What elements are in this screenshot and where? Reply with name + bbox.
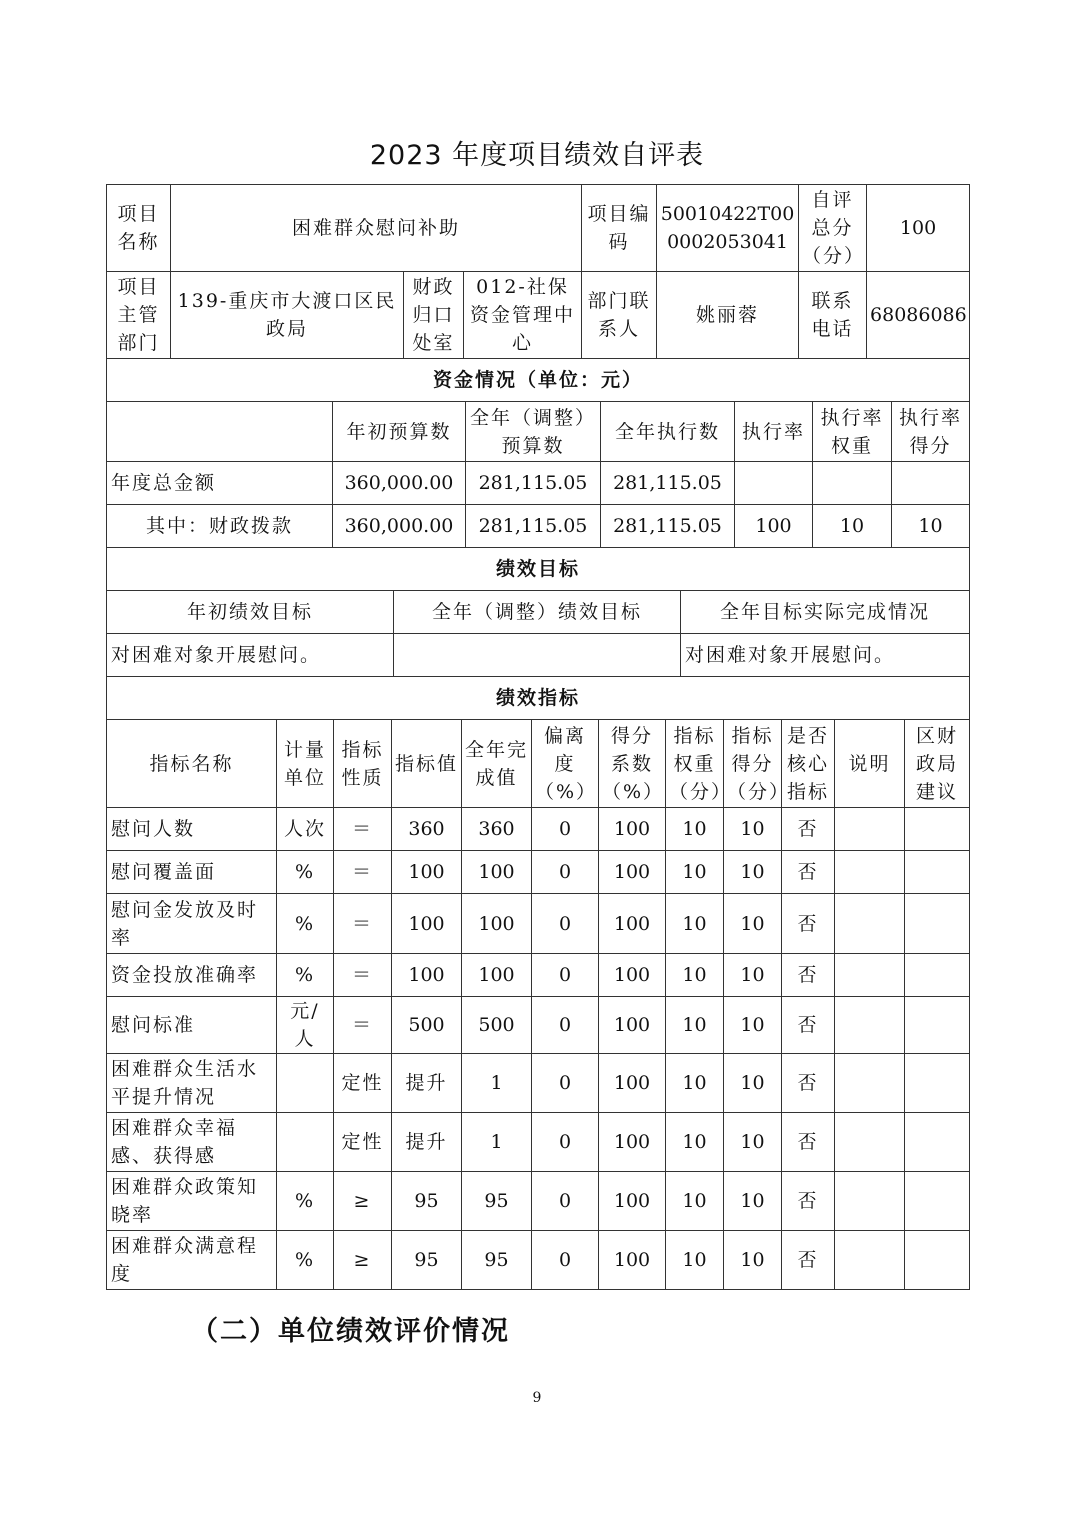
funds-cell: 281,115.05 <box>601 505 735 548</box>
funds-section-title: 资金情况（单位：元） <box>107 359 970 402</box>
ind-header-unit: 计量单位 <box>277 720 334 808</box>
funds-cell: 360,000.00 <box>333 505 466 548</box>
indicator-unit <box>277 1113 334 1172</box>
indicator-actual: 500 <box>462 997 532 1054</box>
funds-cell <box>892 462 970 505</box>
indicators-table <box>106 676 970 1290</box>
indicator-weight: 10 <box>666 1172 724 1231</box>
indicator-score: 10 <box>724 1054 782 1113</box>
indicator-nature: ＝ <box>334 808 392 851</box>
ind-header-target: 指标值 <box>392 720 462 808</box>
indicator-coef: 100 <box>599 1231 666 1290</box>
indicator-deviation: 0 <box>532 851 599 894</box>
indicator-note <box>835 1054 905 1113</box>
ind-header-actual: 全年完成值 <box>462 720 532 808</box>
indicator-deviation: 0 <box>532 894 599 954</box>
indicator-weight: 10 <box>666 1113 724 1172</box>
score-value: 100 <box>867 185 970 272</box>
indicator-weight: 10 <box>666 1231 724 1290</box>
indicator-core: 否 <box>782 954 835 997</box>
indicator-nature: ＝ <box>334 851 392 894</box>
indicator-note <box>835 954 905 997</box>
indicators-section-title: 绩效指标 <box>107 677 970 720</box>
indicator-core: 否 <box>782 851 835 894</box>
indicator-name: 慰问覆盖面 <box>107 851 277 894</box>
indicator-note <box>835 1172 905 1231</box>
indicator-advice <box>905 894 970 954</box>
ind-header-coef: 得分系数（%） <box>599 720 666 808</box>
indicator-score: 10 <box>724 894 782 954</box>
indicator-core: 否 <box>782 808 835 851</box>
table-row <box>107 1231 970 1290</box>
indicator-actual: 95 <box>462 1231 532 1290</box>
indicator-unit: 人次 <box>277 808 334 851</box>
indicator-unit: % <box>277 851 334 894</box>
indicator-target: 100 <box>392 851 462 894</box>
indicator-target: 100 <box>392 954 462 997</box>
indicator-weight: 10 <box>666 1054 724 1113</box>
indicator-deviation: 0 <box>532 808 599 851</box>
funds-header-rate: 执行率 <box>735 402 813 462</box>
funds-cell: 100 <box>735 505 813 548</box>
table-row <box>107 954 970 997</box>
funds-cell: 281,115.05 <box>466 462 601 505</box>
indicator-core: 否 <box>782 1231 835 1290</box>
indicator-deviation: 0 <box>532 1054 599 1113</box>
indicator-score: 10 <box>724 808 782 851</box>
indicator-actual: 100 <box>462 851 532 894</box>
phone-label: 联系电话 <box>799 272 867 359</box>
indicator-unit: % <box>277 954 334 997</box>
indicator-target: 500 <box>392 997 462 1054</box>
table-row <box>107 1113 970 1172</box>
indicator-advice <box>905 851 970 894</box>
indicator-actual: 1 <box>462 1113 532 1172</box>
goals-header-initial: 年初绩效目标 <box>107 591 394 634</box>
indicator-score: 10 <box>724 1172 782 1231</box>
ind-header-name: 指标名称 <box>107 720 277 808</box>
table-row <box>107 462 970 505</box>
table-row <box>107 894 970 954</box>
table-row <box>107 1054 970 1113</box>
indicator-advice <box>905 1054 970 1113</box>
ind-header-score: 指标得分（分） <box>724 720 782 808</box>
indicator-nature: 定性 <box>334 1113 392 1172</box>
goals-initial: 对困难对象开展慰问。 <box>107 634 394 677</box>
funds-cell: 360,000.00 <box>333 462 466 505</box>
indicator-nature: ＝ <box>334 997 392 1054</box>
funds-cell: 281,115.05 <box>601 462 735 505</box>
score-label: 自评总分（分） <box>799 185 867 272</box>
indicator-name: 慰问人数 <box>107 808 277 851</box>
project-header-table <box>106 184 970 359</box>
indicator-target: 提升 <box>392 1054 462 1113</box>
funds-header-adjusted: 全年（调整）预算数 <box>466 402 601 462</box>
indicator-target: 提升 <box>392 1113 462 1172</box>
table-row <box>107 997 970 1054</box>
indicator-coef: 100 <box>599 1054 666 1113</box>
indicator-advice <box>905 954 970 997</box>
indicator-name: 困难群众幸福感、获得感 <box>107 1113 277 1172</box>
indicator-note <box>835 1231 905 1290</box>
contact-value: 姚丽蓉 <box>657 272 799 359</box>
indicator-name: 慰问标准 <box>107 997 277 1054</box>
indicator-actual: 1 <box>462 1054 532 1113</box>
indicator-core: 否 <box>782 1113 835 1172</box>
funds-header-executed: 全年执行数 <box>601 402 735 462</box>
funds-header-blank <box>107 402 333 462</box>
funds-cell <box>735 462 813 505</box>
indicator-core: 否 <box>782 1054 835 1113</box>
goals-actual: 对困难对象开展慰问。 <box>681 634 970 677</box>
finance-label: 财政归口处室 <box>404 272 464 359</box>
funds-cell <box>813 462 892 505</box>
indicator-name: 困难群众政策知晓率 <box>107 1172 277 1231</box>
contact-label: 部门联系人 <box>582 272 657 359</box>
indicator-name: 困难群众满意程度 <box>107 1231 277 1290</box>
funds-header-score: 执行率得分 <box>892 402 970 462</box>
indicator-name: 慰问金发放及时率 <box>107 894 277 954</box>
indicator-weight: 10 <box>666 997 724 1054</box>
indicator-note <box>835 851 905 894</box>
indicator-nature: ＝ <box>334 894 392 954</box>
indicator-nature: ≥ <box>334 1231 392 1290</box>
indicator-nature: ≥ <box>334 1172 392 1231</box>
goals-table <box>106 547 970 677</box>
funds-row-label: 年度总金额 <box>107 462 333 505</box>
table-row <box>107 1172 970 1231</box>
table-row <box>107 851 970 894</box>
phone-value: 68086086 <box>867 272 970 359</box>
indicator-nature: 定性 <box>334 1054 392 1113</box>
indicator-name: 资金投放准确率 <box>107 954 277 997</box>
indicator-unit: % <box>277 1231 334 1290</box>
indicator-score: 10 <box>724 851 782 894</box>
goals-section-title: 绩效目标 <box>107 548 970 591</box>
funds-cell: 10 <box>892 505 970 548</box>
indicator-advice <box>905 1172 970 1231</box>
goals-header-actual: 全年目标实际完成情况 <box>681 591 970 634</box>
dept-value: 139-重庆市大渡口区民政局 <box>171 272 404 359</box>
indicator-actual: 360 <box>462 808 532 851</box>
indicator-core: 否 <box>782 997 835 1054</box>
indicator-unit: % <box>277 894 334 954</box>
funds-cell: 281,115.05 <box>466 505 601 548</box>
indicator-coef: 100 <box>599 954 666 997</box>
indicator-actual: 100 <box>462 954 532 997</box>
indicator-deviation: 0 <box>532 997 599 1054</box>
funds-cell: 10 <box>813 505 892 548</box>
indicator-coef: 100 <box>599 808 666 851</box>
project-name: 困难群众慰问补助 <box>171 185 582 272</box>
section-subheading: （二）单位绩效评价情况 <box>191 1316 510 1347</box>
indicator-core: 否 <box>782 1172 835 1231</box>
indicator-advice <box>905 1231 970 1290</box>
page-title: 2023 年度项目绩效自评表 <box>369 140 705 171</box>
indicator-coef: 100 <box>599 894 666 954</box>
indicator-coef: 100 <box>599 851 666 894</box>
finance-value: 012-社保资金管理中心 <box>464 272 582 359</box>
indicator-core: 否 <box>782 894 835 954</box>
ind-header-advice: 区财政局建议 <box>905 720 970 808</box>
indicator-coef: 100 <box>599 997 666 1054</box>
indicator-deviation: 0 <box>532 1172 599 1231</box>
indicator-note <box>835 894 905 954</box>
project-code-label: 项目编码 <box>582 185 657 272</box>
project-name-label: 项目名称 <box>107 185 171 272</box>
indicator-target: 95 <box>392 1231 462 1290</box>
ind-header-deviation: 偏离度（%） <box>532 720 599 808</box>
page-number: 9 <box>532 1390 542 1406</box>
indicator-coef: 100 <box>599 1113 666 1172</box>
indicator-actual: 95 <box>462 1172 532 1231</box>
indicator-target: 360 <box>392 808 462 851</box>
indicator-name: 困难群众生活水平提升情况 <box>107 1054 277 1113</box>
indicator-deviation: 0 <box>532 954 599 997</box>
project-code: 50010422T000002053041 <box>657 185 799 272</box>
funds-header-weight: 执行率权重 <box>813 402 892 462</box>
indicator-unit: 元/人 <box>277 997 334 1054</box>
ind-header-note: 说明 <box>835 720 905 808</box>
ind-header-weight: 指标权重（分） <box>666 720 724 808</box>
indicator-deviation: 0 <box>532 1113 599 1172</box>
indicator-target: 100 <box>392 894 462 954</box>
ind-header-core: 是否核心指标 <box>782 720 835 808</box>
indicator-target: 95 <box>392 1172 462 1231</box>
ind-header-nature: 指标性质 <box>334 720 392 808</box>
funds-table <box>106 358 970 548</box>
indicator-note <box>835 997 905 1054</box>
indicator-score: 10 <box>724 1231 782 1290</box>
indicator-weight: 10 <box>666 808 724 851</box>
dept-label: 项目主管部门 <box>107 272 171 359</box>
funds-row-label: 其中：财政拨款 <box>107 505 333 548</box>
indicator-nature: ＝ <box>334 954 392 997</box>
indicator-advice <box>905 1113 970 1172</box>
indicator-weight: 10 <box>666 851 724 894</box>
goals-header-adjusted: 全年（调整）绩效目标 <box>394 591 681 634</box>
indicator-score: 10 <box>724 954 782 997</box>
indicator-weight: 10 <box>666 894 724 954</box>
indicator-score: 10 <box>724 997 782 1054</box>
indicator-actual: 100 <box>462 894 532 954</box>
indicator-deviation: 0 <box>532 1231 599 1290</box>
table-row <box>107 808 970 851</box>
indicator-weight: 10 <box>666 954 724 997</box>
indicator-advice <box>905 997 970 1054</box>
goals-adjusted <box>394 634 681 677</box>
indicator-advice <box>905 808 970 851</box>
indicator-note <box>835 1113 905 1172</box>
indicator-coef: 100 <box>599 1172 666 1231</box>
table-row <box>107 505 970 548</box>
funds-header-initial: 年初预算数 <box>333 402 466 462</box>
indicator-note <box>835 808 905 851</box>
indicator-score: 10 <box>724 1113 782 1172</box>
indicator-unit: % <box>277 1172 334 1231</box>
indicator-unit <box>277 1054 334 1113</box>
